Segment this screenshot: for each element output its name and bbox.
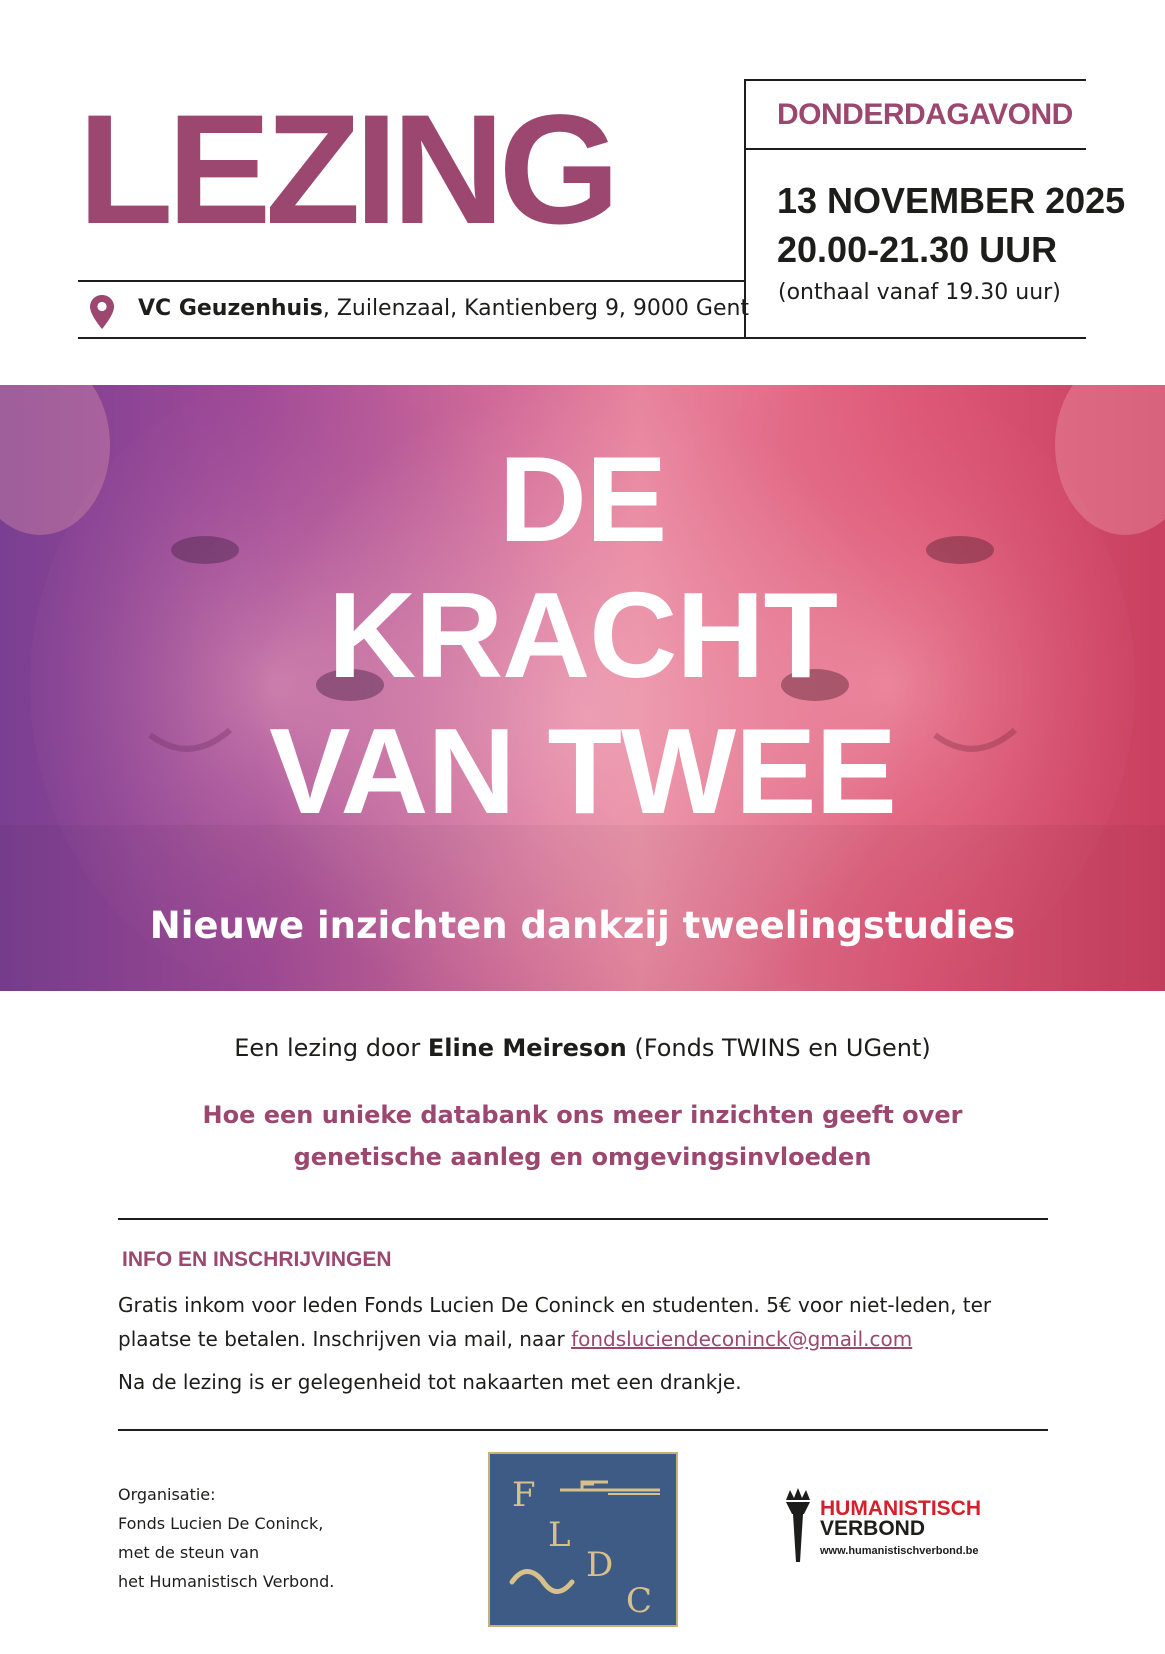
hv-line-2: VERBOND bbox=[820, 1517, 926, 1540]
fldc-logo bbox=[488, 1452, 678, 1627]
speaker-name: Eline Meireson bbox=[427, 1034, 627, 1062]
fldc-letter-c: C bbox=[626, 1581, 653, 1621]
hero-subtitle: Nieuwe inzichten dankzij tweelingstudies bbox=[149, 904, 1016, 947]
venue-rule-top bbox=[78, 280, 745, 282]
reception-time: (onthaal vanaf 19.30 uur) bbox=[778, 280, 1061, 305]
hv-line-1: HUMANISTISCH bbox=[820, 1497, 981, 1520]
venue-street: , Zuilenzaal, Kantienberg 9, 9000 Gent bbox=[322, 296, 750, 321]
hero-banner bbox=[0, 385, 1165, 991]
info-rule-bottom bbox=[118, 1429, 1048, 1431]
lecture-tagline bbox=[0, 1094, 1165, 1178]
venue-address bbox=[138, 296, 749, 321]
speaker-affiliation: (Fonds TWINS en UGent) bbox=[626, 1034, 931, 1062]
hero-title-line: KRACHT bbox=[327, 567, 838, 703]
tagline-line: Hoe een unieke databank ons meer inzichten geeft over bbox=[202, 1101, 963, 1129]
event-day: DONDERDAGAVOND bbox=[777, 98, 1073, 131]
org-line: Fonds Lucien De Coninck, bbox=[118, 1514, 324, 1533]
info-text bbox=[118, 1288, 1048, 1356]
header-rule-bottom bbox=[78, 337, 1086, 339]
header-rule-top bbox=[744, 79, 1086, 81]
tagline-line: genetische aanleg en omgevingsinvloeden bbox=[293, 1143, 872, 1171]
humanistisch-verbond-logo bbox=[780, 1486, 1000, 1566]
location-pin-icon bbox=[90, 295, 114, 329]
event-type-title: LEZING bbox=[78, 83, 614, 257]
hero-title bbox=[0, 431, 1165, 839]
hero-title-line: VAN TWEE bbox=[269, 703, 896, 839]
torch-flame-icon bbox=[786, 1488, 810, 1500]
info-heading: INFO EN INSCHRIJVINGEN bbox=[122, 1248, 392, 1271]
event-time: 20.00-21.30 UUR bbox=[777, 229, 1058, 270]
fldc-letter-l: L bbox=[548, 1515, 571, 1555]
hv-url: www.humanistischverbond.be bbox=[820, 1545, 979, 1557]
event-date: 13 NOVEMBER 2025 bbox=[777, 180, 1126, 221]
fldc-logo-art bbox=[490, 1454, 676, 1625]
org-line: met de steun van bbox=[118, 1543, 260, 1562]
speaker-prefix: Een lezing door bbox=[234, 1034, 428, 1062]
org-line: Organisatie: bbox=[118, 1485, 216, 1504]
info-text-body: Gratis inkom voor leden Fonds Lucien De Coninck en studenten. 5€ voor niet-leden, ter plaatse te betalen. Inschrijven via mail, naar bbox=[118, 1293, 992, 1351]
venue-name: VC Geuzenhuis bbox=[138, 296, 323, 321]
speaker-line bbox=[0, 1034, 1165, 1062]
email-link[interactable]: fondsluciendeconinck@gmail.com bbox=[571, 1327, 913, 1351]
hv-logo-art bbox=[780, 1486, 1000, 1566]
fldc-letter-f: F bbox=[512, 1475, 536, 1515]
org-line: het Humanistisch Verbond. bbox=[118, 1572, 335, 1591]
drinks-note: Na de lezing is er gelegenheid tot nakaarten met een drankje. bbox=[118, 1370, 742, 1394]
hero-title-line: DE bbox=[498, 431, 667, 567]
info-rule-top bbox=[118, 1218, 1048, 1220]
organisation-credits bbox=[118, 1480, 334, 1596]
header-rule-day bbox=[744, 148, 1086, 150]
fldc-letter-d: D bbox=[586, 1545, 614, 1585]
